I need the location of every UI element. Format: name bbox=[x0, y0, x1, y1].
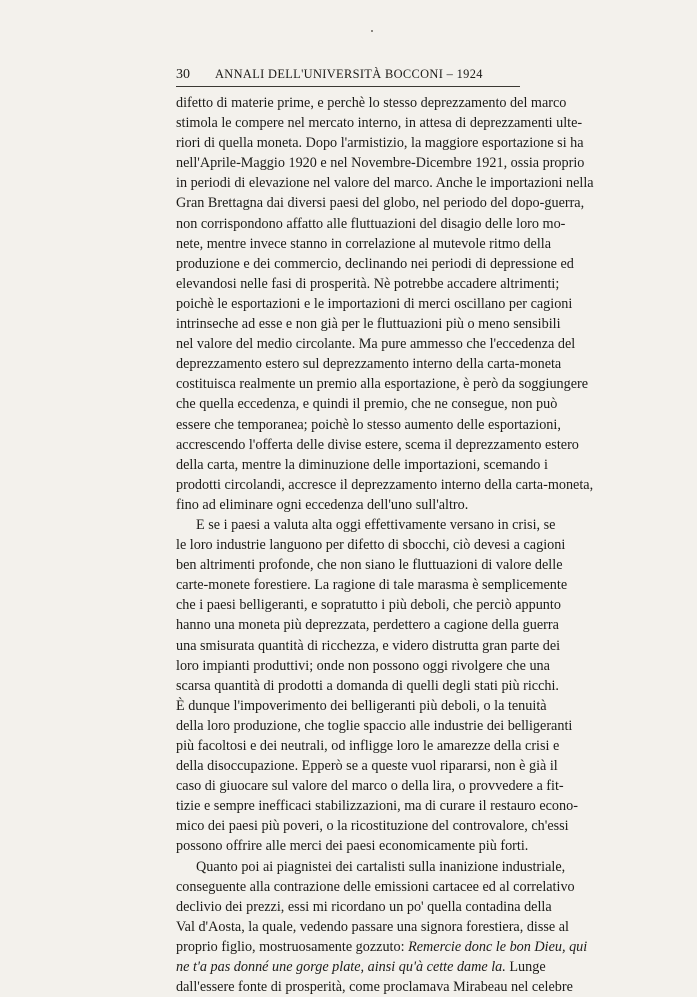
running-header bbox=[176, 67, 520, 83]
text-line: tizie e sempre inefficaci stabilizzazioni, ma di curare il restauro econo- bbox=[176, 798, 578, 815]
text-line: non corrispondono affatto alle fluttuazioni del disagio delle loro mo- bbox=[176, 215, 566, 232]
text-line: Val d'Aosta, la quale, vedendo passare una signora forestiera, disse al bbox=[176, 918, 569, 935]
text-line: della loro produzione, che toglie spaccio alle industrie dei belligeranti bbox=[176, 717, 573, 734]
text-line: nell'Aprile-Maggio 1920 e nel Novembre-Dicembre 1921, ossia proprio bbox=[176, 155, 585, 172]
text-line: E se i paesi a valuta alta oggi effettivamente versano in crisi, se bbox=[196, 516, 556, 533]
text-line: Quanto poi ai piagnistei dei cartalisti sulla inanizione industriale, bbox=[196, 858, 566, 875]
text-line: declivio dei prezzi, essi mi ricordano un po' quella contadina della bbox=[176, 898, 552, 915]
text-segment: proprio figlio, mostruosamente gozzuto: bbox=[176, 938, 405, 955]
header-rule bbox=[176, 86, 520, 87]
text-line: più facoltosi e dei neutrali, od infligge loro le amarezze della crisi e bbox=[176, 738, 560, 754]
quote-segment: Remercie donc le bon Dieu, qui bbox=[408, 938, 588, 955]
text-line: scarsa quantità di prodotti a domanda di quelli degli stati più ricchi. bbox=[176, 677, 559, 694]
text-line: produzione e dei commercio, declinando nei periodi di depressione ed bbox=[176, 255, 574, 272]
text-line: loro impianti produttivi; onde non possono oggi rivolgere che una bbox=[176, 657, 550, 674]
body-text bbox=[176, 93, 594, 997]
text-line: che quella eccedenza, e quindi il premio, che ne consegue, non può bbox=[176, 396, 558, 413]
running-title: ANNALI DELL'UNIVERSITÀ BOCCONI – 1924 bbox=[215, 67, 483, 81]
text-line: ben altrimenti profonde, che non siano le fluttuazioni di valore delle bbox=[176, 557, 563, 574]
text-line: elevandosi nelle fasi di prosperità. Nè potrebbe accadere altrimenti; bbox=[176, 275, 560, 292]
text-line: poichè le esportazioni e le importazioni di merci oscillano per cagioni bbox=[176, 295, 573, 312]
text-line: riori di quella moneta. Dopo l'armistizio, la maggiore esportazione si ha bbox=[176, 135, 584, 152]
text-line: intrinseche ad esse e non già per le fluttuazioni più o meno sensibili bbox=[176, 316, 561, 333]
text-line: le loro industrie languono per difetto di sbocchi, ciò devesi a cagioni bbox=[176, 537, 566, 554]
text-line: nel valore del medio circolante. Ma pure ammesso che l'eccedenza del bbox=[176, 336, 576, 353]
text-line: carte-monete forestiere. La ragione di tale marasma è semplicemente bbox=[176, 577, 568, 594]
text-line: in periodi di elevazione nel valore del marco. Anche le importazioni nella bbox=[176, 175, 594, 192]
text-line: una smisurata quantità di ricchezza, e videro distrutta gran parte dei bbox=[176, 637, 561, 654]
text-line: che i paesi belligeranti, e sopratutto i più deboli, che perciò appunto bbox=[176, 597, 561, 614]
text-line: dall'essere fonte di prosperità, come proclamava Mirabeau nel celebre bbox=[176, 979, 573, 996]
text-line: essere che temporanea; poichè lo stesso aumento delle esportazioni, bbox=[176, 416, 561, 433]
text-line: caso di giuocare sul valore del marco o della lira, o provvedere a fit- bbox=[176, 778, 564, 795]
text-line: È dunque l'impoverimento dei belligeranti più deboli, o la tenuità bbox=[176, 697, 547, 714]
text-segment: Lunge bbox=[509, 959, 546, 976]
text-line: nete, mentre invece stanno in correlazione al mutevole ritmo della bbox=[176, 235, 552, 252]
text-line: deprezzamento estero sul deprezzamento interno della carta-moneta bbox=[176, 356, 562, 373]
text-line: fino ad eliminare ogni eccedenza dell'uno sull'altro. bbox=[176, 496, 469, 513]
text-line: conseguente alla contrazione delle emissioni cartacee ed al correlativo bbox=[176, 878, 575, 895]
text-line: della disoccupazione. Epperò se a queste vuol ripararsi, non è già il bbox=[176, 758, 558, 775]
text-line: mico dei paesi più poveri, o la ricostituzione del controvalore, ch'essi bbox=[176, 818, 569, 835]
text-line: difetto di materie prime, e perchè lo stesso deprezzamento del marco bbox=[176, 95, 567, 111]
text-line: stimola le compere nel mercato interno, in attesa di deprezzamenti ulte- bbox=[176, 115, 583, 132]
text-line: hanno una moneta più deprezzata, perdettero a cagione della guerra bbox=[176, 617, 559, 634]
text-line: prodotti circolandi, accresce il deprezzamento interno della carta-moneta, bbox=[176, 476, 594, 493]
text-line-with-quote bbox=[176, 957, 546, 977]
text-line: della carta, mentre la diminuzione delle importazioni, scemando i bbox=[176, 456, 548, 473]
text-line-with-quote bbox=[176, 937, 588, 957]
quote-segment: ne t'a pas donné une gorge plate, ainsi qu'à cette dame la. bbox=[176, 959, 506, 976]
text-line: possono offrire alle merci dei paesi economicamente più forti. bbox=[176, 838, 529, 855]
scan-speck bbox=[371, 30, 373, 32]
text-line: accrescendo l'offerta delle divise estere, scema il deprezzamento estero bbox=[176, 436, 579, 453]
text-line: Gran Brettagna dai diversi paesi del globo, nel periodo del dopo-guerra, bbox=[176, 195, 585, 212]
text-line: costituisca realmente un premio alla esportazione, è però da soggiungere bbox=[176, 376, 589, 393]
page-number: 30 bbox=[176, 67, 190, 82]
